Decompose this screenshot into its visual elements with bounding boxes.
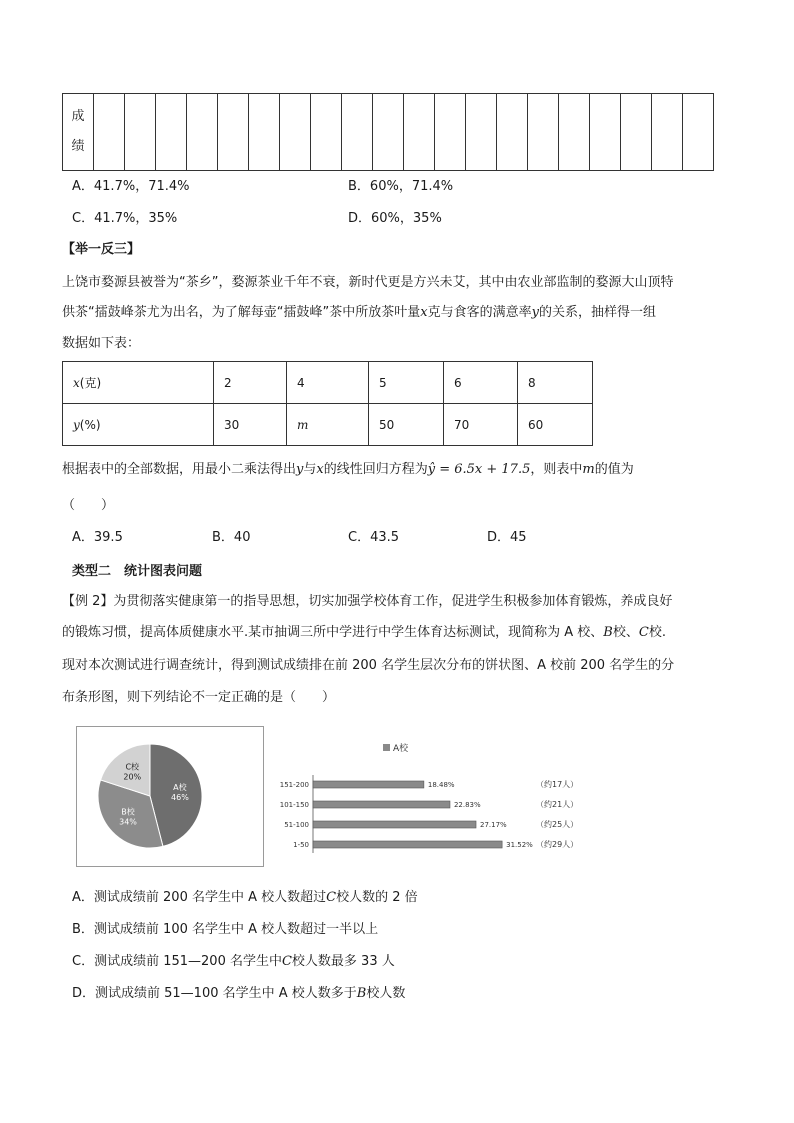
q2-option-d: D．45 bbox=[487, 530, 527, 545]
q2-option-b: B．40 bbox=[212, 530, 251, 545]
q1-option-c: C．41.7%，35% bbox=[72, 211, 178, 226]
row-header-x: x(克) bbox=[63, 362, 214, 404]
bar-value-label: 31.52% bbox=[506, 841, 533, 849]
legend-label: A校 bbox=[393, 744, 409, 754]
pie-label: B校 bbox=[121, 807, 135, 817]
bar-chart bbox=[270, 738, 600, 858]
pie-value-label: 20% bbox=[123, 772, 142, 782]
table-cell: 30 bbox=[214, 404, 287, 446]
score-cell bbox=[435, 94, 466, 171]
score-cell bbox=[621, 94, 652, 171]
xy-data-table bbox=[62, 361, 593, 446]
category-label: 151-200 bbox=[279, 781, 309, 789]
category-label: 101-150 bbox=[279, 801, 309, 809]
bar-note-label: （约17人） bbox=[536, 780, 579, 789]
table-cell: 6 bbox=[444, 362, 518, 404]
bar-value-label: 22.83% bbox=[453, 801, 481, 809]
pie-value-label: 34% bbox=[119, 817, 137, 827]
q2-line-3: 数据如下表： bbox=[62, 336, 141, 351]
pie-chart-frame bbox=[76, 726, 264, 867]
section-title: 类型二 统计图表问题 bbox=[72, 564, 203, 579]
q2-line-1: 上饶市婺源县被誉为“茶乡”，婺源茶业千年不衰，新时代更是方兴未艾，其中由农业部监制的婺源大山顶特 bbox=[62, 275, 674, 290]
bar-151-200 bbox=[313, 781, 424, 788]
table-row-y bbox=[63, 404, 593, 446]
score-cell bbox=[590, 94, 621, 171]
score-cell bbox=[156, 94, 187, 171]
score-cell bbox=[187, 94, 218, 171]
ex2-line-2: 的锻炼习惯，提高体质健康水平.某市抽调三所中学进行中学生体育达标测试，现简称为 A 校、B校、C校. bbox=[62, 625, 666, 640]
q1-option-b: B．60%，71.4% bbox=[348, 179, 454, 194]
score-cell bbox=[125, 94, 156, 171]
table-cell: 70 bbox=[444, 404, 518, 446]
score-cell bbox=[466, 94, 497, 171]
pie-value-label: 46% bbox=[171, 793, 189, 803]
table-cell: 50 bbox=[369, 404, 444, 446]
q2-heading: 【举一反三】 bbox=[62, 242, 141, 257]
q2-line-2: 供茶“擂鼓峰茶尤为出名，为了解每壶“擂鼓峰”茶中所放茶叶量x克与食客的满意率y的关系，抽样得一组 bbox=[62, 305, 656, 320]
pie-chart bbox=[77, 727, 263, 866]
ex2-option-b: B．测试成绩前 100 名学生中 A 校人数超过一半以上 bbox=[72, 922, 379, 937]
score-cell bbox=[404, 94, 435, 171]
score-cell bbox=[683, 94, 714, 171]
bar-51-100 bbox=[313, 821, 476, 828]
table-cell: 8 bbox=[518, 362, 593, 404]
legend-swatch bbox=[383, 744, 390, 751]
q1-option-a: A．41.7%，71.4% bbox=[72, 179, 190, 194]
ex2-option-c: C．测试成绩前 151—200 名学生中C校人数最多 33 人 bbox=[72, 954, 395, 969]
regression-equation: ŷ = 6.5x + 17.5 bbox=[427, 462, 531, 477]
ex2-option-d: D．测试成绩前 51—100 名学生中 A 校人数多于B校人数 bbox=[72, 986, 406, 1001]
bar-value-label: 27.17% bbox=[480, 821, 507, 829]
score-cell bbox=[559, 94, 590, 171]
pie-label: A校 bbox=[173, 783, 187, 793]
score-cell bbox=[652, 94, 683, 171]
score-cell bbox=[497, 94, 528, 171]
bar-note-label: （约25人） bbox=[536, 820, 579, 829]
table-cell: 60 bbox=[518, 404, 593, 446]
q2-option-a: A．39.5 bbox=[72, 530, 123, 545]
ex2-option-a: A．测试成绩前 200 名学生中 A 校人数超过C校人数的 2 倍 bbox=[72, 890, 418, 905]
row-header-y: y(%) bbox=[63, 404, 214, 446]
bar-value-label: 18.48% bbox=[427, 781, 455, 789]
score-cell bbox=[373, 94, 404, 171]
score-cell bbox=[218, 94, 249, 171]
score-row-label: 成 绩 bbox=[63, 94, 94, 171]
score-cell bbox=[280, 94, 311, 171]
bar-note-label: （约21人） bbox=[536, 800, 579, 809]
score-cell bbox=[249, 94, 280, 171]
ex2-line-3: 现对本次测试进行调查统计，得到测试成绩排在前 200 名学生层次分布的饼状图、A 校前 200 名学生的分 bbox=[62, 658, 675, 673]
ex2-line-1: 【例 2】为贯彻落实健康第一的指导思想，切实加强学校体育工作，促进学生积极参加体育锻炼，养成良好 bbox=[62, 594, 673, 609]
ex2-line-4: 布条形图，则下列结论不一定正确的是（ ） bbox=[62, 690, 336, 705]
q2-answer-paren: （ ） bbox=[62, 498, 115, 513]
score-cell bbox=[94, 94, 125, 171]
q1-option-d: D．60%，35% bbox=[348, 211, 442, 226]
q2-option-c: C．43.5 bbox=[348, 530, 400, 545]
score-cell bbox=[342, 94, 373, 171]
table-cell: 5 bbox=[369, 362, 444, 404]
bar-101-150 bbox=[313, 801, 450, 808]
pie-label: C校 bbox=[125, 762, 140, 772]
q2-stem: 根据表中的全部数据，用最小二乘法得出y与x的线性回归方程为ŷ = 6.5x + 17.5，则表中m的值为 bbox=[62, 462, 634, 477]
table-row-x bbox=[63, 362, 593, 404]
table-cell: 2 bbox=[214, 362, 287, 404]
score-cell bbox=[528, 94, 559, 171]
category-label: 51-100 bbox=[284, 821, 309, 829]
category-label: 1-50 bbox=[293, 841, 309, 849]
table-cell: 4 bbox=[287, 362, 369, 404]
table-cell: m bbox=[287, 404, 369, 446]
bar-1-50 bbox=[313, 841, 502, 848]
bar-note-label: （约29人） bbox=[536, 840, 579, 849]
score-table bbox=[62, 93, 714, 171]
score-cell bbox=[311, 94, 342, 171]
score-row bbox=[63, 94, 714, 171]
